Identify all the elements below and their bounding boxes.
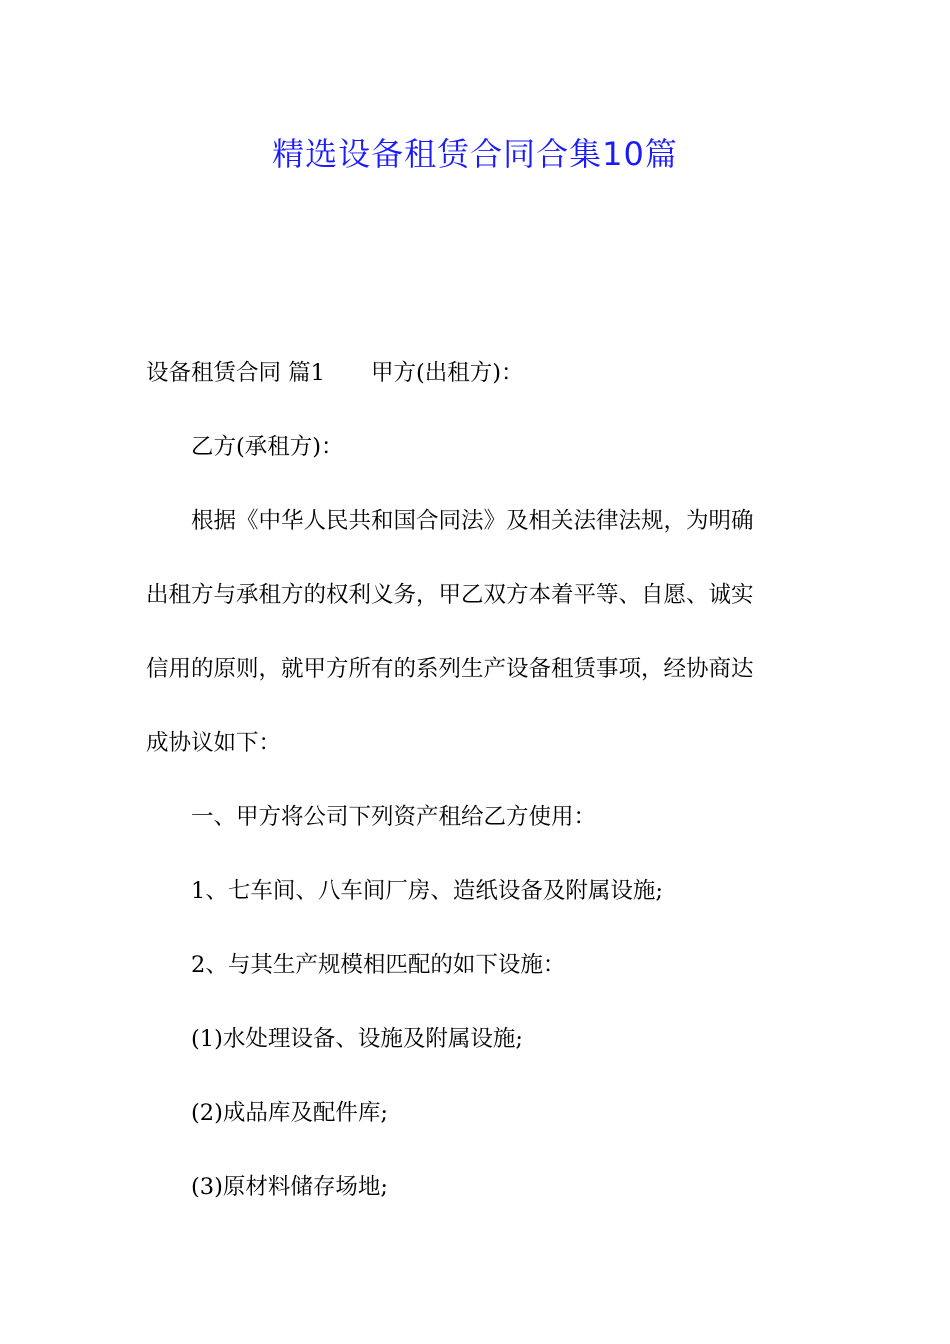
sub-item-1: (1)水处理设备、设施及附属设施;	[191, 1026, 523, 1052]
sub-item-2: (2)成品库及配件库;	[191, 1100, 388, 1126]
paragraph-line-1: 根据《中华人民共和国合同法》及相关法律法规，为明确	[191, 508, 754, 534]
sub-item-3: (3)原材料储存场地;	[191, 1174, 388, 1200]
section-heading-line	[146, 336, 806, 410]
list-item-1: 1、七车间、八车间厂房、造纸设备及附属设施;	[191, 878, 663, 904]
section-heading: 设备租赁合同 篇1	[146, 360, 325, 386]
clause-1: 一、甲方将公司下列资产租给乙方使用：	[191, 804, 597, 830]
paragraph-line-3: 信用的原则，就甲方所有的系列生产设备租赁事项，经协商达	[146, 656, 754, 682]
list-item-2: 2、与其生产规模相匹配的如下设施：	[191, 952, 566, 978]
paragraph-line-2: 出租方与承租方的权利义务，甲乙双方本着平等、自愿、诚实	[146, 582, 754, 608]
document-title: 精选设备租赁合同合集10篇	[272, 135, 678, 173]
party-a-label: 甲方(出租方)：	[370, 360, 524, 386]
party-b-label: 乙方(承租方)：	[191, 434, 344, 460]
paragraph-line-4: 成协议如下：	[146, 730, 282, 756]
document-body	[146, 336, 806, 1224]
